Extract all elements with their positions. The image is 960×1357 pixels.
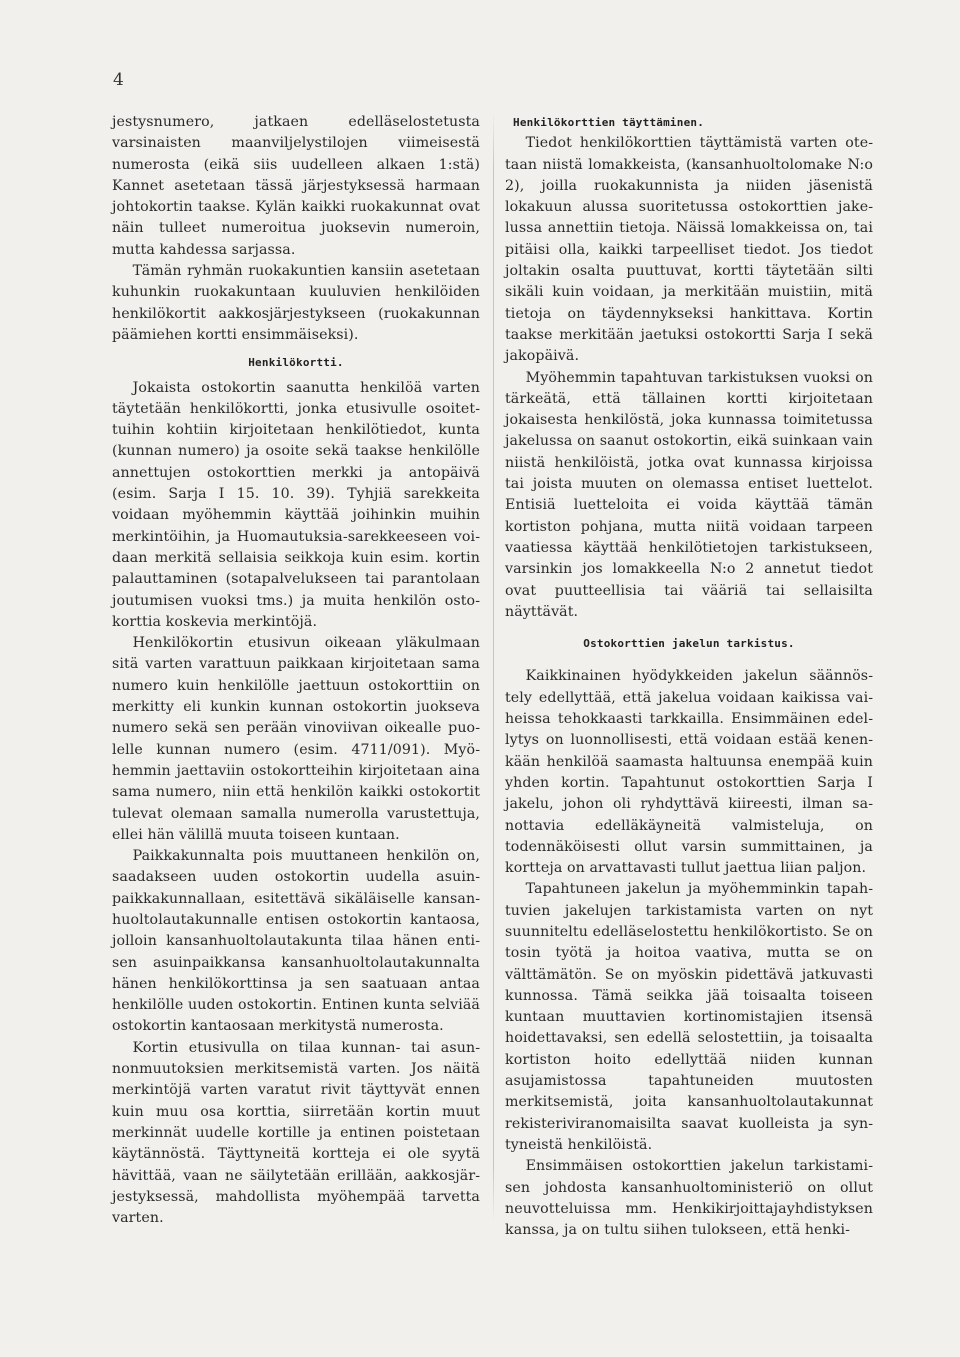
right-column: [505, 112, 873, 1241]
paragraph: Tapahtuneen jakelun ja myöhemminkin tapahtuvien jakelujen tarkistamista varten on nyt suunniteltu edelläselostettu henkilökortisto. Se on tosin työtä ja hoitoa vaativa, mutta se on välttämätön. Se on myöskin pidettävä jatkuvasti kunnossa. Tämä seikka jää toisaalta toiseen kuntaan muuttavien kortinomistajien itsensä hoidettavaksi, sen edellä selostettiin, ja toisaalta kortiston hoito edellyttää niiden kunnan asujamistossa tapahtuneiden muutosten merkitsemistä, joita kansanhuoltolautakunnat rekisteriviranomaisilta saavat kuolleista ja syntyneistä henkilöistä.: [505, 881, 873, 1153]
left-column: [112, 112, 480, 1229]
paragraph: Paikkakunnalta pois muuttaneen henkilön on, saadakseen uuden ostokortin uudella asuinpaikkakunnallaan, esitettävä sikäläiselle kansanhuoltolautakunnalle entisen ostokortin kantaosa, jolloin kansanhuoltolautakunta tilaa hänen entisen asuinpaikkansa kansanhuoltolautakunnalta hänen henkilökorttinsa ja sen saatuaan antaa henkilölle uuden ostokortin. Entinen kunta selviää ostokortin kantaosaan merkitystä numerosta.: [112, 848, 480, 1035]
paragraph: Kaikkinainen hyödykkeiden jakelun säännöstely edellyttää, että jakelua voidaan kaikissa vaiheissa tehokkaasti tarkkailla. Ensimmäinen edellytys on luonnollisesti, että voidaan estää kenenkään henkilöä saamasta haltuunsa enempää kuin yhden kortin. Tapahtunut ostokorttien Sarja I jakelu, johon oli ryhdyttävä kiireesti, ilman sanottavia edelläkäyneitä valmisteluja, on todennäköisesti ollut varsin summittainen, ja kortteja on arvattavasti tullut jaettua liian paljon.: [505, 668, 873, 877]
section-heading: Ostokorttien jakelun tarkistus.: [583, 637, 795, 651]
paragraph: jestysnumero, jatkaen edelläselostetusta varsinaisten maanviljelystilojen viimeisestä numerosta (eikä siis uudelleen alkaen 1:stä) Kannet asetetaan tässä järjestyksessä harmaan johtokortin taakse. Kylän kaikki ruokakunnat ovat näin tulleet numeroitua juoksevin numeroin, mutta kahdessa sarjassa.: [112, 114, 480, 258]
paragraph: Jokaista ostokortin saanutta henkilöä varten täytetään henkilökortti, jonka etusivulle osoitettuihin kohtiin kirjoitetaan henkilötiedot, kunta (kunnan numero) ja osoite sekä taakse henkilölle annettujen ostokorttien merkki ja antopäivä (esim. Sarja I 15. 10. 39). Tyhjiä sarekkeita voidaan myöhemmin käyttää joihinkin muihin merkintöihin, ja Huomautuksia-sarekkeeseen voidaan merkitä sellaisia seikkoja kuin esim. kortin palauttaminen (sotapalvelukseen tai parantolaan joutumisen vuoksi tms.) ja muita henkilön ostokorttia koskevia merkintöjä.: [112, 379, 480, 630]
paragraph: Tämän ryhmän ruokakuntien kansiin asetetaan kuhunkin ruokakuntaan kuuluvien henkilöiden henkilökortit aakkosjärjestykseen (ruokakunnan päämiehen kortti ensimmäiseksi).: [112, 263, 480, 343]
paragraph: Tiedot henkilökorttien täyttämistä varten otetaan niistä lomakkeista, (kansanhuoltolomake N:o 2), joilla ruokakunnista ja niiden jäsenistä lokakuun alussa suoritetussa ostokorttien jakelussa annettiin tietoja. Näissä lomakkeissa on, tai pitäisi olla, kaikki tarpeelliset tiedot. Jos tiedot joltakin osalta puuttuvat, kortti täytetään silti sikäli kuin voidaan, ja merkitään muistiin, mitä tietoja on täydennykseksi hankittava. Kortin taakse merkitään jaetuksi ostokortti Sarja I sekä jakopäivä.: [505, 135, 873, 365]
paragraph: Kortin etusivulla on tilaa kunnan- tai asunnonmuutoksien merkitsemistä varten. Jos näitä merkintöjä varten varatut rivit täyttyvät ennen kuin muu osa korttia, siirretään kortin muut merkinnät uudelle kortille ja entinen poistetaan käytännöstä. Täyttyneitä kortteja ei ole syytä hävittää, vaan ne säilytetään erillään, aakkosjärjestyksessä, mahdollista myöhempää tarvetta varten.: [112, 1039, 480, 1227]
paragraph: Ensimmäisen ostokorttien jakelun tarkistamisen johdosta kansanhuoltoministeriö on ollut neuvotteluissa mm. Henkikirjoittajayhdistyksen kanssa, ja on tultu siihen tulokseen, että henki-: [505, 1158, 873, 1239]
paragraph: Myöhemmin tapahtuvan tarkistuksen vuoksi on tärkeätä, että tällainen kortti kirjoitetaan jokaisesta henkilöstä, joka kunnassa toimitetussa jakelussa on saanut ostokortin, eikä suinkaan vain niistä henkilöistä, jotka ovat kunnassa kirjoissa tai joista muuten on olemassa entiset luettelot. Entisiä luetteloita ei voida käyttää tämän kortiston pohjana, mutta niitä voidaan tarpeen vaatiessa käyttää henkilötietojen tarkistukseen, varsinkin jos lomakkeella N:o 2 annetut tiedot ovat puutteellisia tai vääriä tai sellaisilta näyttävät.: [505, 369, 873, 620]
paragraph: Henkilökortin etusivun oikeaan yläkulmaan sitä varten varattuun paikkaan kirjoitetaan sama numero kuin henkilölle jaettuun ostokorttiin on merkitty eli kunkin kunnan ostokortin juokseva numero sekä sen perään vinoviivan oikealle puolelle kunnan numero (esim. 4711/091). Myöhemmin jaettaviin ostokortteihin kirjoitetaan aina sama numero, niin että henkilön kaikki ostokortit tulevat olemaan samalla numerolla varustettuja, ellei hän välillä muuta toiseen kuntaan.: [112, 635, 480, 843]
section-heading: Henkilökorttien täyttäminen.: [513, 116, 705, 129]
column-divider: [493, 112, 494, 1222]
section-heading: Henkilökortti.: [248, 356, 344, 370]
page-number: 4: [113, 70, 124, 90]
